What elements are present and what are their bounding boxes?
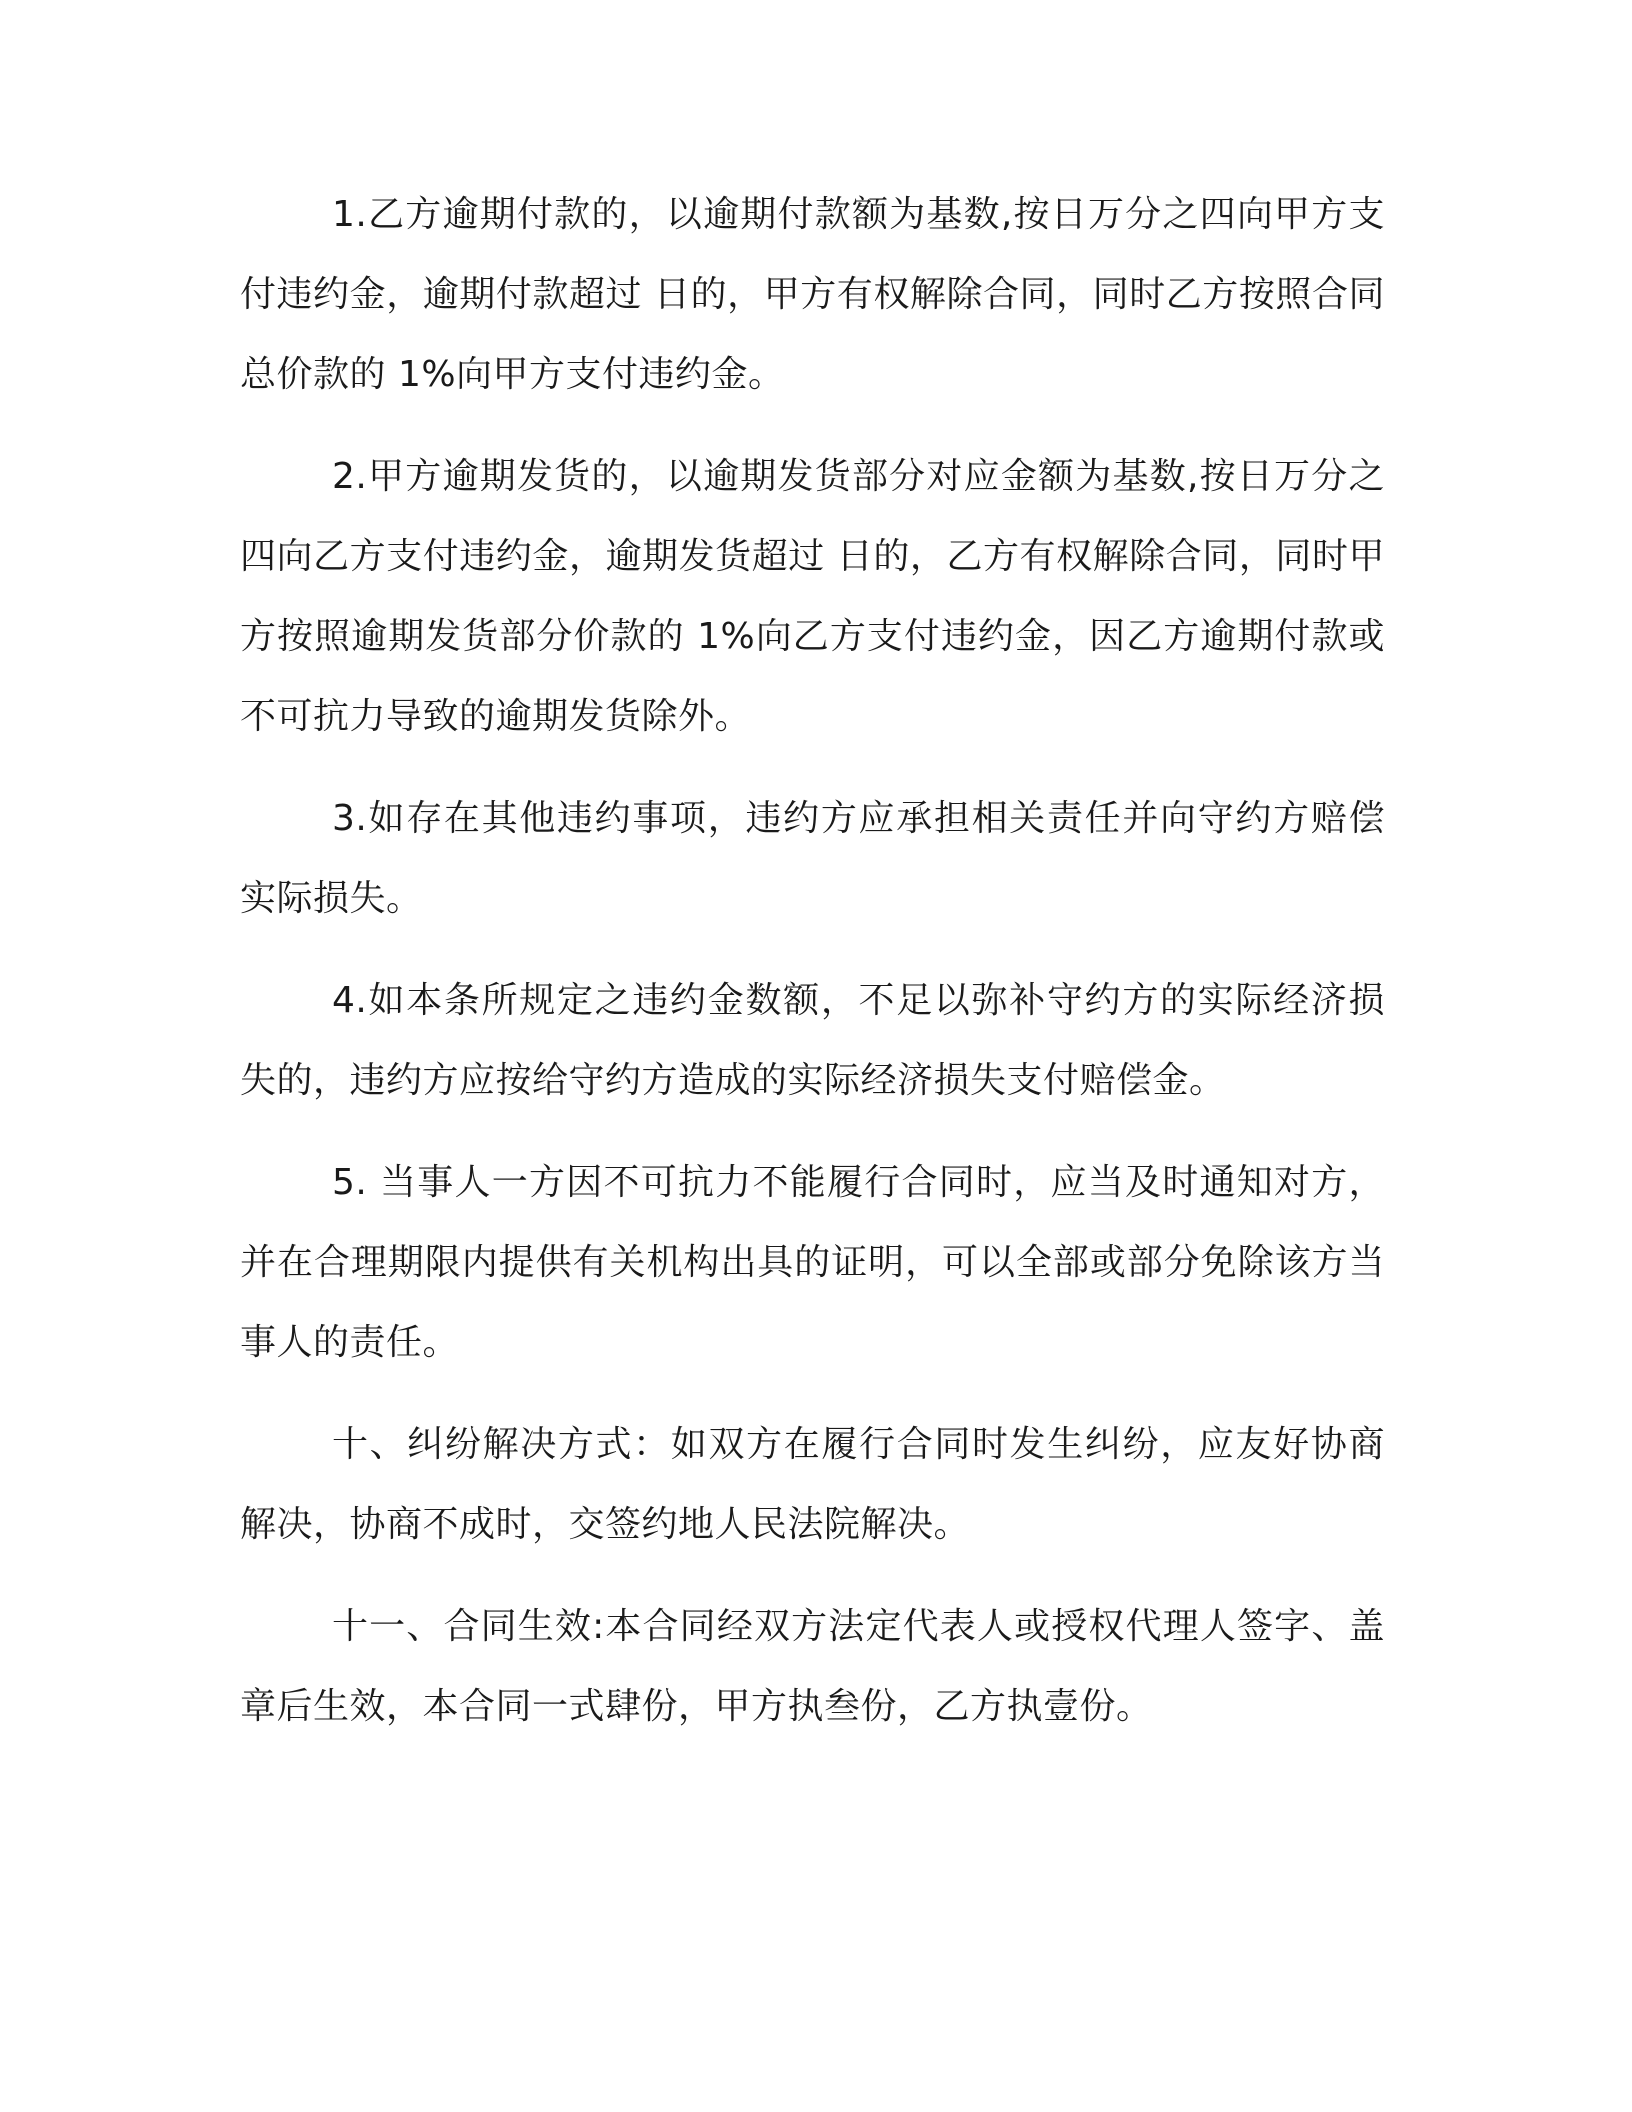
document-body bbox=[240, 175, 1385, 1769]
clause-1-late-payment: 1.乙方逾期付款的，以逾期付款额为基数,按日万分之四向甲方支付违约金，逾期付款超过 日的，甲方有权解除合同，同时乙方按照合同总价款的 1%向甲方支付违约金。 bbox=[240, 194, 1385, 395]
clause-5-force-majeure: 5. 当事人一方因不可抗力不能履行合同时，应当及时通知对方，并在合理期限内提供有关机构出具的证明，可以全部或部分免除该方当事人的责任。 bbox=[240, 1162, 1385, 1363]
section-11-effectiveness: 十一、合同生效:本合同经双方法定代表人或授权代理人签字、盖章后生效，本合同一式肆份，甲方执叁份，乙方执壹份。 bbox=[240, 1606, 1385, 1727]
clause-3-other-breach: 3.如存在其他违约事项，违约方应承担相关责任并向守约方赔偿实际损失。 bbox=[240, 798, 1385, 919]
clause-2-late-delivery: 2.甲方逾期发货的，以逾期发货部分对应金额为基数,按日万分之四向乙方支付违约金，逾期发货超过 日的，乙方有权解除合同，同时甲方按照逾期发货部分价款的 1%向乙方支付违约金，因乙方逾期付款或不可抗力导致的逾期发货除外。 bbox=[240, 456, 1385, 737]
clause-4-compensation: 4.如本条所规定之违约金数额，不足以弥补守约方的实际经济损失的，违约方应按给守约方造成的实际经济损失支付赔偿金。 bbox=[240, 980, 1385, 1101]
section-10-dispute-resolution: 十、纠纷解决方式：如双方在履行合同时发生纠纷，应友好协商解决，协商不成时，交签约地人民法院解决。 bbox=[240, 1424, 1385, 1545]
